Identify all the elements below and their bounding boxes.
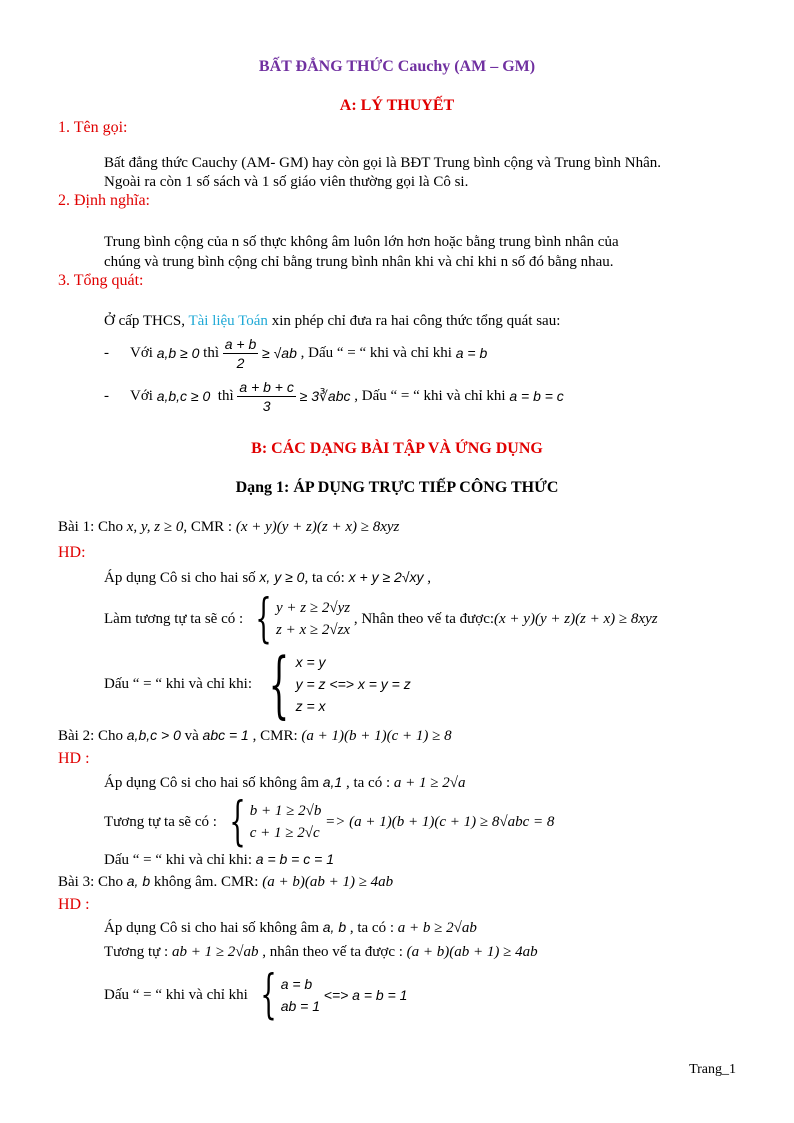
- left-brace: {: [268, 642, 289, 726]
- formula-1-eqcond: a = b: [455, 345, 488, 361]
- math: x + y ≥ 2√xy: [348, 569, 424, 585]
- left-brace: {: [228, 792, 246, 852]
- denominator: 3: [262, 397, 271, 414]
- row: z = x: [295, 698, 326, 714]
- heading-1: 1. Tên gọi:: [58, 119, 128, 136]
- row: y = z <=> x = y = z: [295, 676, 411, 692]
- doc-title: BẤT ĐẲNG THỨC Cauchy (AM – GM): [258, 58, 536, 75]
- math: abc = 1: [202, 727, 249, 743]
- system-brace: [252, 965, 321, 1025]
- para-3-text: Ở cấp THCS,: [104, 313, 189, 329]
- math: (a + b)(ab + 1) ≥ 4ab: [406, 944, 538, 960]
- dang-1-heading: Dạng 1: ÁP DỤNG TRỰC TIẾP CÔNG THỨC: [235, 479, 559, 496]
- text: , Nhân theo vế ta được:: [353, 610, 495, 627]
- math: a + b ≥ 2√ab: [397, 920, 477, 936]
- bai-2-line-1: [104, 774, 465, 792]
- thi-label: thì: [203, 344, 219, 361]
- hd-3: HD :: [58, 896, 90, 913]
- bai-3-question: [58, 873, 393, 891]
- page-number: Trang_1: [689, 1062, 736, 1077]
- bai-label: Bài 2: Cho: [58, 728, 127, 744]
- bai-1-question: [58, 519, 399, 536]
- bai-3-line-1: [104, 919, 477, 937]
- formula-2-condition: a,b,c ≥ 0: [156, 388, 211, 404]
- text: , ta có :: [346, 920, 398, 936]
- text: không âm. CMR:: [150, 874, 263, 890]
- text: Áp dụng Cô si cho hai số: [104, 570, 260, 586]
- hd-1: HD:: [58, 544, 86, 561]
- section-a-heading: A: LÝ THUYẾT: [339, 97, 455, 114]
- with-label: Với: [130, 387, 153, 404]
- para-1a: Bất đẳng thức Cauchy (AM- GM) hay còn gọi là BĐT Trung bình cộng và Trung bình Nhân.: [104, 155, 661, 171]
- row: y + z ≥ 2√yz: [276, 600, 351, 616]
- numerator: a + b + c: [239, 378, 294, 395]
- row: z + x ≥ 2√zx: [276, 622, 351, 638]
- para-1b: Ngoài ra còn 1 số sách và 1 số giáo viên thường gọi là Cô si.: [104, 174, 469, 190]
- bai-1-line-2: [104, 589, 658, 649]
- math: a = b = c = 1: [255, 851, 334, 867]
- bai-1-inequality: (x + y)(y + z)(z + x) ≥ 8xyz: [235, 519, 400, 535]
- with-label: Với: [130, 344, 153, 361]
- dash: -: [104, 387, 109, 404]
- math: x, y ≥ 0: [259, 569, 305, 585]
- formula-2: [104, 376, 564, 416]
- row: ab = 1: [280, 998, 321, 1014]
- text: Dấu “ = “ khi và chỉ khi: [104, 986, 248, 1003]
- system-brace: [247, 589, 351, 649]
- row: x = y: [295, 654, 326, 670]
- row: c + 1 ≥ 2√c: [249, 825, 320, 841]
- math: a,b,c > 0: [126, 727, 181, 743]
- text: và: [180, 728, 203, 744]
- math: a, b: [126, 873, 151, 889]
- math: a,1: [322, 774, 343, 790]
- system-brace: [221, 792, 322, 852]
- math: ab + 1 ≥ 2√ab: [171, 944, 259, 960]
- left-brace: {: [259, 965, 277, 1025]
- hd-2: HD :: [58, 750, 90, 767]
- bai-2-question: [58, 727, 452, 745]
- bai-label: Bài 1: Cho: [58, 519, 127, 535]
- bai-1-condition: x, y, z ≥ 0: [126, 519, 184, 535]
- bai-3-line-2: [104, 944, 538, 961]
- formula-1: [104, 333, 487, 373]
- system-brace: [256, 642, 411, 726]
- text: , nhân theo vế ta được :: [258, 944, 407, 960]
- bai-2-line-2: [104, 792, 555, 852]
- bai-1-line-3: [104, 642, 411, 726]
- formula-1-rhs: ≥ √ab: [262, 345, 297, 361]
- math: a + 1 ≥ 2√a: [393, 775, 466, 791]
- row: a = b: [280, 976, 313, 992]
- bai-2-line-3: [104, 851, 334, 869]
- text: , ta có :: [342, 775, 394, 791]
- text: Làm tương tự ta sẽ có :: [104, 610, 244, 627]
- math: <=> a = b = 1: [323, 987, 408, 1003]
- formula-1-condition: a,b ≥ 0: [156, 345, 200, 361]
- para-3: [104, 313, 560, 330]
- text: Dấu “ = “ khi và chỉ khi:: [104, 675, 253, 692]
- numerator: a + b: [224, 335, 257, 352]
- bai-1-line-1: [104, 569, 431, 587]
- text: , CMR:: [248, 728, 302, 744]
- math: (x + y)(y + z)(z + x) ≥ 8xyz: [494, 610, 658, 627]
- row: b + 1 ≥ 2√b: [249, 803, 322, 819]
- text: Áp dụng Cô si cho hai số không âm: [104, 775, 323, 791]
- formula-2-fraction: [237, 378, 295, 415]
- math: => (a + 1)(b + 1)(c + 1) ≥ 8√abc = 8: [325, 813, 555, 830]
- heading-2: 2. Định nghĩa:: [58, 192, 150, 209]
- cmr-label: , CMR :: [183, 519, 236, 535]
- math: (a + 1)(b + 1)(c + 1) ≥ 8: [301, 728, 452, 744]
- text: , ta có:: [304, 570, 349, 586]
- para-2b: chúng và trung bình cộng chỉ bằng trung bình nhân khi và chỉ khi n số đó bằng nhau.: [104, 254, 614, 270]
- link-tai-lieu-toan[interactable]: Tài liệu Toán: [188, 313, 268, 329]
- text: Tương tự :: [104, 944, 172, 960]
- denominator: 2: [236, 354, 245, 371]
- formula-2-equality: , Dấu “ = “ khi và chỉ khi: [354, 387, 506, 404]
- text: Tương tự ta sẽ có :: [104, 813, 217, 830]
- para-2a: Trung bình cộng của n số thực không âm luôn lớn hơn hoặc bằng trung bình nhân của: [104, 234, 619, 250]
- section-b-heading: B: CÁC DẠNG BÀI TẬP VÀ ỨNG DỤNG: [251, 440, 543, 457]
- text: Áp dụng Cô si cho hai số không âm: [104, 920, 323, 936]
- math: (a + b)(ab + 1) ≥ 4ab: [262, 874, 394, 890]
- left-brace: {: [255, 589, 272, 649]
- thi-label: thì: [217, 387, 234, 404]
- dash: -: [104, 344, 109, 361]
- formula-1-fraction: [223, 335, 259, 372]
- bai-label: Bài 3: Cho: [58, 874, 127, 890]
- formula-2-rhs: ≥ 3∛abc: [299, 387, 351, 404]
- math: a, b: [322, 919, 347, 935]
- bai-3-line-3: [104, 965, 408, 1025]
- text: ,: [423, 570, 431, 586]
- para-3-tail: xin phép chỉ đưa ra hai công thức tổng quát sau:: [267, 313, 561, 329]
- heading-3: 3. Tổng quát:: [58, 272, 144, 289]
- formula-1-equality: , Dấu “ = “ khi và chỉ khi: [300, 344, 452, 361]
- formula-2-eqcond: a = b = c: [509, 388, 564, 404]
- text: Dấu “ = “ khi và chỉ khi:: [104, 852, 256, 868]
